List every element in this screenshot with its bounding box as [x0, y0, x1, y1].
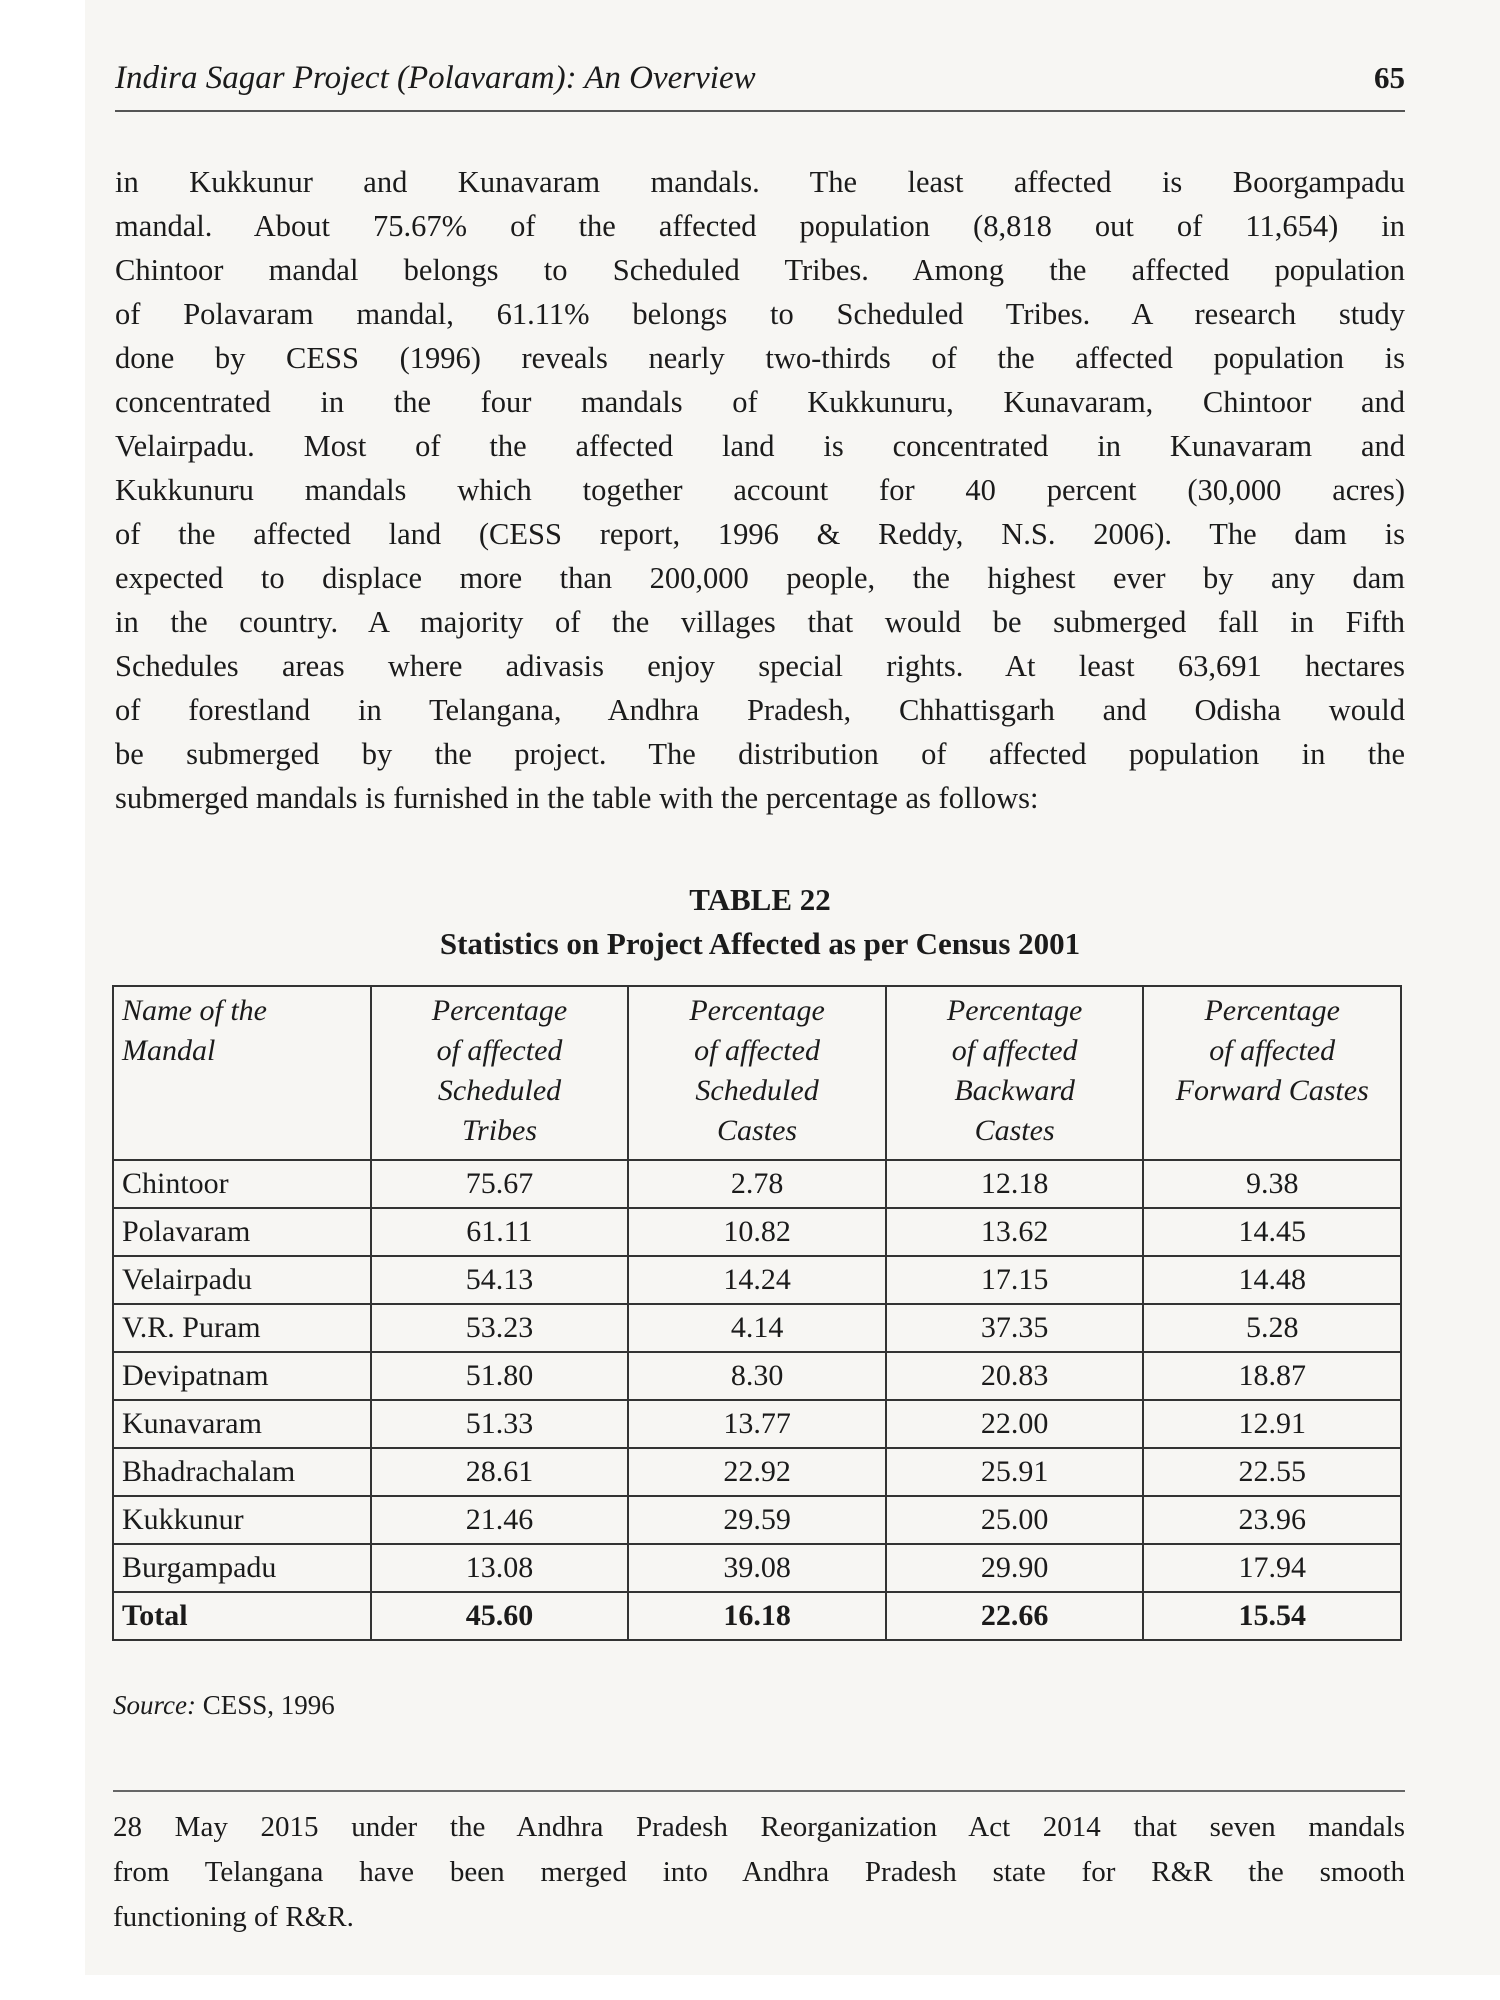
- page-number: 65: [1374, 60, 1405, 95]
- paragraph-line: in the country. A majority of the villages that would be submerged fall in Fifth: [115, 605, 1405, 639]
- paragraph-line: Velairpadu. Most of the affected land is concentrated in Kunavaram and: [115, 429, 1405, 463]
- cell-sc: 13.77: [628, 1400, 886, 1448]
- paragraph-line: Chintoor mandal belongs to Scheduled Tribes. Among the affected population: [115, 253, 1405, 287]
- cell-st: 53.23: [371, 1304, 629, 1352]
- body-paragraph: [115, 160, 1405, 820]
- cell-sc: 39.08: [628, 1544, 886, 1592]
- table-title: Statistics on Project Affected as per Census 2001: [439, 926, 1081, 961]
- statistics-table: [112, 985, 1402, 1641]
- header-mandal: Name of the Mandal: [113, 986, 371, 1160]
- table-row: [113, 1256, 1401, 1304]
- header-rule: [115, 110, 1405, 112]
- cell-sc: 22.92: [628, 1448, 886, 1496]
- header-st: Percentage of affected Scheduled Tribes: [371, 986, 629, 1160]
- cell-mandal: Chintoor: [113, 1160, 371, 1208]
- paragraph-line: Schedules areas where adivasis enjoy special rights. At least 63,691 hectares: [115, 649, 1405, 683]
- source-text: CESS, 1996: [202, 1690, 335, 1720]
- cell-mandal: Bhadrachalam: [113, 1448, 371, 1496]
- source-label: Source:: [113, 1690, 196, 1720]
- cell-bc: 20.83: [886, 1352, 1144, 1400]
- paragraph-line: in Kukkunur and Kunavaram mandals. The least affected is Boorgampadu: [115, 165, 1405, 199]
- cell-fc: 14.48: [1143, 1256, 1401, 1304]
- cell-st: 75.67: [371, 1160, 629, 1208]
- table-row: [113, 1448, 1401, 1496]
- cell-st: 13.08: [371, 1544, 629, 1592]
- cell-st: 51.80: [371, 1352, 629, 1400]
- table-total-row: [113, 1592, 1401, 1640]
- cell-mandal: Velairpadu: [113, 1256, 371, 1304]
- footnote-rule: [113, 1790, 1405, 1792]
- cell-total-fc: 15.54: [1143, 1592, 1401, 1640]
- cell-sc: 8.30: [628, 1352, 886, 1400]
- cell-fc: 18.87: [1143, 1352, 1401, 1400]
- table-row: [113, 1544, 1401, 1592]
- cell-fc: 22.55: [1143, 1448, 1401, 1496]
- cell-bc: 12.18: [886, 1160, 1144, 1208]
- header-sc: Percentage of affected Scheduled Castes: [628, 986, 886, 1160]
- cell-bc: 13.62: [886, 1208, 1144, 1256]
- table-source: [113, 1690, 335, 1721]
- cell-st: 51.33: [371, 1400, 629, 1448]
- paragraph-line: be submerged by the project. The distribution of affected population in the: [115, 737, 1405, 771]
- footnote-line: functioning of R&R.: [113, 1901, 354, 1933]
- cell-st: 54.13: [371, 1256, 629, 1304]
- footnote: [113, 1805, 1405, 1940]
- running-title: Indira Sagar Project (Polavaram): An Overview: [115, 60, 756, 96]
- paragraph-line: concentrated in the four mandals of Kukkunuru, Kunavaram, Chintoor and: [115, 385, 1405, 419]
- table-row: [113, 1352, 1401, 1400]
- cell-total-bc: 22.66: [886, 1592, 1144, 1640]
- table-row: [113, 1496, 1401, 1544]
- footnote-line: 28 May 2015 under the Andhra Pradesh Reorganization Act 2014 that seven mandals: [113, 1811, 1405, 1843]
- cell-st: 28.61: [371, 1448, 629, 1496]
- cell-mandal: Devipatnam: [113, 1352, 371, 1400]
- table-row: [113, 1400, 1401, 1448]
- paragraph-line: submerged mandals is furnished in the table with the percentage as follows:: [115, 781, 1039, 815]
- cell-sc: 4.14: [628, 1304, 886, 1352]
- cell-bc: 37.35: [886, 1304, 1144, 1352]
- cell-bc: 29.90: [886, 1544, 1144, 1592]
- cell-total-st: 45.60: [371, 1592, 629, 1640]
- cell-st: 21.46: [371, 1496, 629, 1544]
- cell-mandal: Burgampadu: [113, 1544, 371, 1592]
- cell-sc: 2.78: [628, 1160, 886, 1208]
- cell-fc: 17.94: [1143, 1544, 1401, 1592]
- paragraph-line: of Polavaram mandal, 61.11% belongs to Scheduled Tribes. A research study: [115, 297, 1405, 331]
- running-header: [115, 60, 1405, 97]
- cell-total-label: Total: [113, 1592, 371, 1640]
- cell-fc: 14.45: [1143, 1208, 1401, 1256]
- cell-bc: 25.00: [886, 1496, 1144, 1544]
- paragraph-line: expected to displace more than 200,000 people, the highest ever by any dam: [115, 561, 1405, 595]
- cell-mandal: Polavaram: [113, 1208, 371, 1256]
- table-number: TABLE 22: [689, 882, 831, 917]
- table-header-row: [113, 986, 1401, 1160]
- cell-bc: 22.00: [886, 1400, 1144, 1448]
- table-caption: [115, 878, 1405, 966]
- table-row: [113, 1208, 1401, 1256]
- header-bc: Percentage of affected Backward Castes: [886, 986, 1144, 1160]
- cell-fc: 23.96: [1143, 1496, 1401, 1544]
- cell-mandal: Kukkunur: [113, 1496, 371, 1544]
- cell-bc: 17.15: [886, 1256, 1144, 1304]
- paragraph-line: of the affected land (CESS report, 1996 & Reddy, N.S. 2006). The dam is: [115, 517, 1405, 551]
- paragraph-line: of forestland in Telangana, Andhra Pradesh, Chhattisgarh and Odisha would: [115, 693, 1405, 727]
- cell-mandal: Kunavaram: [113, 1400, 371, 1448]
- cell-bc: 25.91: [886, 1448, 1144, 1496]
- cell-fc: 9.38: [1143, 1160, 1401, 1208]
- cell-fc: 12.91: [1143, 1400, 1401, 1448]
- cell-st: 61.11: [371, 1208, 629, 1256]
- cell-sc: 14.24: [628, 1256, 886, 1304]
- cell-sc: 10.82: [628, 1208, 886, 1256]
- cell-sc: 29.59: [628, 1496, 886, 1544]
- table-row: [113, 1160, 1401, 1208]
- cell-fc: 5.28: [1143, 1304, 1401, 1352]
- paragraph-line: mandal. About 75.67% of the affected population (8,818 out of 11,654) in: [115, 209, 1405, 243]
- footnote-line: from Telangana have been merged into Andhra Pradesh state for R&R the smooth: [113, 1856, 1405, 1888]
- cell-mandal: V.R. Puram: [113, 1304, 371, 1352]
- paragraph-line: done by CESS (1996) reveals nearly two-thirds of the affected population is: [115, 341, 1405, 375]
- cell-total-sc: 16.18: [628, 1592, 886, 1640]
- header-fc: Percentage of affected Forward Castes: [1143, 986, 1401, 1160]
- table-row: [113, 1304, 1401, 1352]
- paragraph-line: Kukkunuru mandals which together account for 40 percent (30,000 acres): [115, 473, 1405, 507]
